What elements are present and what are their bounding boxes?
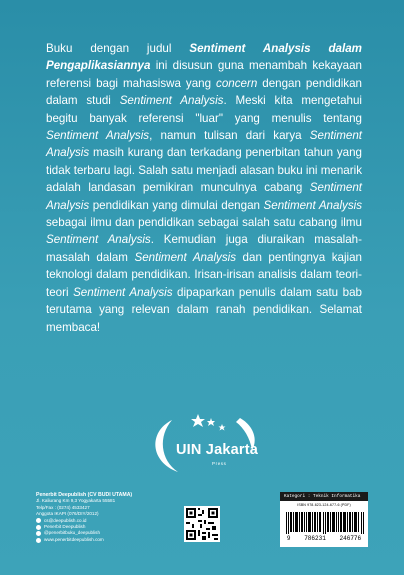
publisher-phone: Telp/Fax : (0274) 4533427 xyxy=(36,504,90,510)
contact-instagram[interactable]: @penerbitbuku_deepublish xyxy=(36,530,186,536)
publisher-membership: Anggota IKAPI (076/DIY/2012) xyxy=(36,511,99,517)
barcode-digits: 9 786231 246776 xyxy=(286,535,362,542)
barcode-icon xyxy=(286,512,364,534)
instagram-icon xyxy=(36,531,41,536)
qr-code-icon[interactable] xyxy=(184,506,220,542)
logo-subtitle: Press xyxy=(212,461,227,466)
category-label: Kategori : Teknik Informatika xyxy=(280,492,368,501)
publisher-name: Penerbit Deepublish (CV BUDI UTAMA) xyxy=(36,492,133,498)
publisher-info xyxy=(36,492,186,543)
contact-facebook[interactable]: Penerbit Deepublish xyxy=(36,524,186,530)
contact-website[interactable]: www.penerbitdeepublish.com xyxy=(36,537,186,543)
facebook-icon xyxy=(36,525,41,530)
isbn-barcode-block xyxy=(280,492,368,547)
email-icon xyxy=(36,518,41,523)
isbn-label: ISBN 978-623-124-677-6 (PDF) xyxy=(297,503,351,507)
globe-icon xyxy=(36,538,41,543)
logo-wordmark: UIN Jakarta xyxy=(176,442,258,458)
book-description: Buku dengan judul Sentiment Analysis dalam Pengaplikasiannya ini disusun guna menambah kekayaan referensi bagi mahasiswa yang concern dengan pendidikan dalam studi Sentiment Analysis. Meski kita mengetahui begitu banyak referensi "luar" yang menulis tentang Sentiment Analysis, namun tulisan dari karya Sentiment Analysis masih kurang dan terkadang penerbitan tahun yang tidak terbaru lagi. Salah satu menjadi alasan buku ini menarik adalah landasan pemikiran munculnya cabang Sentiment Analysis pendidikan yang dimulai dengan Sentiment Analysis sebagai ilmu dan pendidikan sebagai salah satu cabang ilmu Sentiment Analysis. Kemudian juga diuraikan masalah-masalah dalam Sentiment Analysis dan pentingnya kajian teknologi dalam pendidikan. Irisan-irisan analisis dalam teori-teori Sentiment Analysis dipaparkan penulis dalam satu bab terutama yang relevan dalam ranah pendidikan. Selamat membaca! xyxy=(46,42,363,334)
contact-email[interactable]: cs@deepublish.co.id xyxy=(36,518,186,524)
publisher-address: Jl. Kaliurang Km 9,3 Yogyakarta 55581 xyxy=(36,498,116,504)
